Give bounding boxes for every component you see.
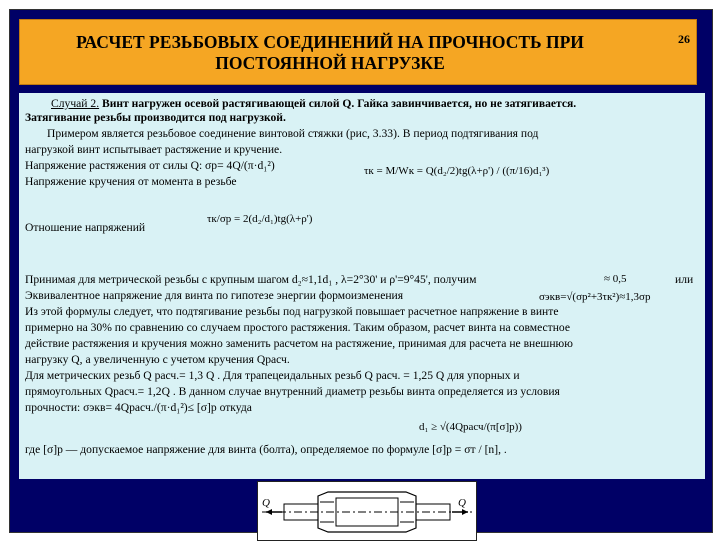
text-line: Эквивалентное напряжение для винта по гипотезе энергии формоизменения xyxy=(25,289,404,302)
ratio-rhs: = 2(d₂/d₁)tg(λ+ρ') xyxy=(234,213,313,225)
text-line: Отношение напряжений xyxy=(25,221,146,234)
text-line: Напряжение растяжения от силы Q: σр= 4Q/(π·d₁²) xyxy=(25,159,275,172)
approx-formula: ≈ 0,5 xyxy=(604,273,627,285)
content-area xyxy=(19,93,705,479)
slide-frame xyxy=(9,9,713,533)
text-line: нагрузкой винт испытывает растяжение и кручение. xyxy=(25,143,283,156)
slide-number: 26 xyxy=(678,32,690,46)
text-line: Примером является резьбовое соединение винтовой стяжки (рис, 3.33). В период подтягивания под xyxy=(47,127,539,140)
text-line: Для метрических резьб Q расч.= 1,3 Q . Для трапецеидальных резьб Q расч. = 1,25 Q для упорных и xyxy=(25,369,520,382)
tau-formula xyxy=(364,165,549,177)
ratio-formula xyxy=(207,213,312,225)
turnbuckle-drawing xyxy=(258,482,476,540)
text-line: Принимая для метрической резьбы с крупным шагом d₂≈1,1d₁ , λ=2°30' и ρ'=9°45', получим xyxy=(25,273,477,286)
tau-formula-text: τк = M/Wк = Q(d₂/2)tg(λ+ρ') / ((π/16)d₁³) xyxy=(364,165,550,177)
text-line: нагрузку Q, а увеличенную с учетом кручения Qрасч. xyxy=(25,353,290,366)
title-box xyxy=(19,19,697,85)
text-line: Затягивание резьбы производится под нагрузкой. xyxy=(25,111,286,124)
text-line: где [σ]р — допускаемое напряжение для винта (болта), определяемое по формуле [σ]р = σт / [n], . xyxy=(25,443,507,456)
sigma-eq-formula: σэкв=√(σр²+3τк²)≈1,3σр xyxy=(539,291,651,303)
slide-title: РАСЧЕТ РЕЗЬБОВЫХ СОЕДИНЕНИЙ НА ПРОЧНОСТЬ ПРИ ПОСТОЯННОЙ НАГРУЗКЕ xyxy=(76,32,584,73)
text-line: действие растяжения и кручения можно заменить расчетом на растяжение, принимая для расчета не внешнюю xyxy=(25,337,573,350)
text-line: или xyxy=(675,273,694,286)
text-line: Напряжение кручения от момента в резьбе xyxy=(25,175,237,188)
ratio-lhs: τк/σр xyxy=(207,213,232,225)
text-line: примерно на 30% по сравнению со случаем простого растяжения. Таким образом, расчет винта на совместное xyxy=(25,321,571,334)
case-label: Случай 2. xyxy=(51,97,100,110)
text-line: прочности: σэкв= 4Qрасч./(π·d₁²)≤ [σ]р откуда xyxy=(25,401,252,414)
text-line: прямоугольных Qрасч.= 1,2Q . В данном случае внутренний диаметр резьбы винта определяется из условия xyxy=(25,385,560,398)
force-label-left: Q xyxy=(262,497,270,509)
text-line: Из этой формулы следует, что подтягивание резьбы под нагрузкой повышает расчетное напряжение в винте xyxy=(25,305,559,318)
case-line xyxy=(51,97,576,110)
turnbuckle-figure xyxy=(257,481,477,541)
case-text: Винт нагружен осевой растягивающей силой Q. Гайка завинчивается, но не затягивается. xyxy=(99,97,577,110)
d1-formula: d₁ ≥ √(4Qрасч/(π[σ]р)) xyxy=(419,421,522,433)
force-label-right: Q xyxy=(458,497,466,509)
